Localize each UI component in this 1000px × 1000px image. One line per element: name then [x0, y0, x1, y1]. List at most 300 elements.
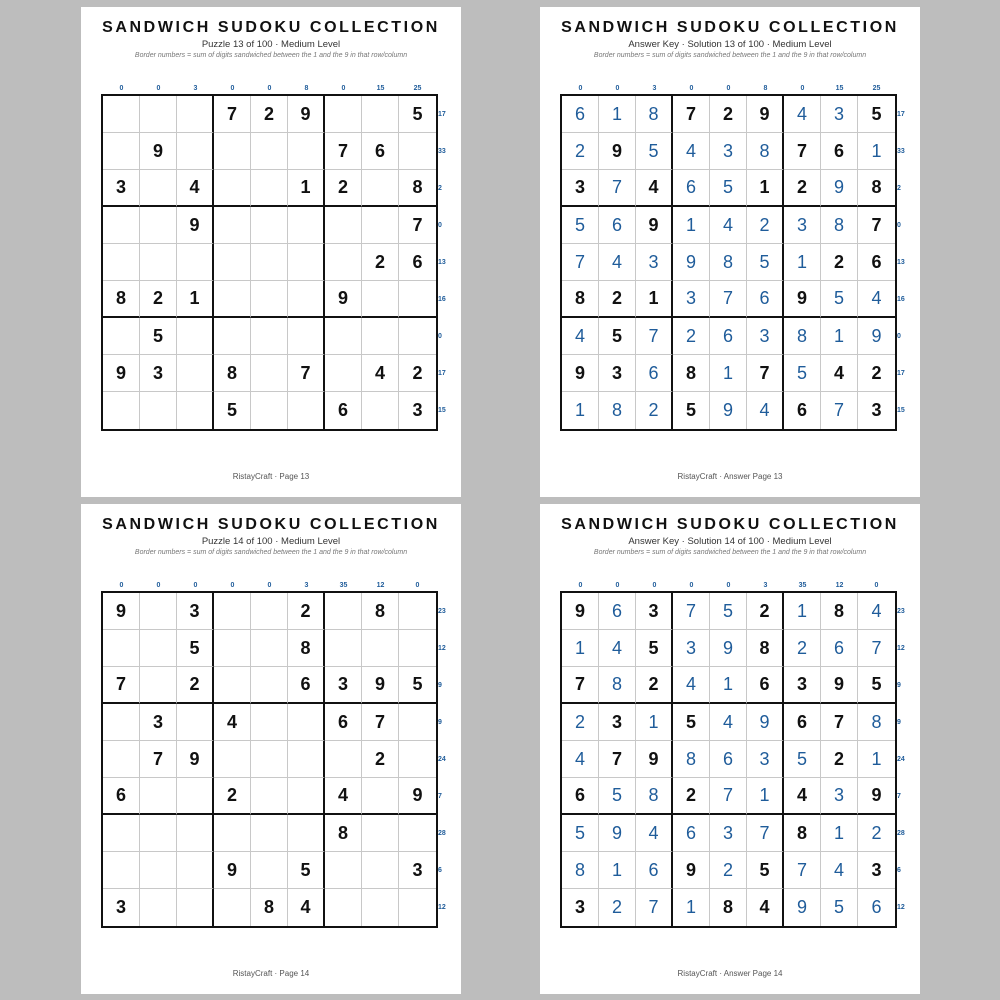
- sudoku-cell: [858, 667, 895, 704]
- sudoku-cell: [747, 133, 784, 170]
- sudoku-cell: [636, 852, 673, 889]
- column-clues: [103, 582, 436, 592]
- column-clue: 35: [339, 582, 348, 589]
- sudoku-cell: [214, 852, 251, 889]
- sudoku-cell: [636, 318, 673, 355]
- solution-digit: 2: [871, 822, 882, 843]
- sudoku-cell: [784, 318, 821, 355]
- sudoku-cell: [399, 778, 436, 815]
- sudoku-cell: [325, 244, 362, 281]
- given-digit: 2: [189, 674, 200, 694]
- page-subtitle: Answer Key · Solution 14 of 100 · Medium Level: [628, 536, 832, 547]
- row-clue: 15: [438, 407, 446, 414]
- sudoku-cell: [747, 778, 784, 815]
- sudoku-cell: [710, 133, 747, 170]
- row-clue: 9: [438, 682, 442, 689]
- solution-digit: 9: [722, 400, 733, 420]
- sudoku-cell: [562, 170, 599, 207]
- solution-digit: 3: [722, 140, 733, 161]
- given-digit: 8: [115, 288, 126, 308]
- sudoku-cell: [821, 815, 858, 852]
- row-clue: 12: [897, 645, 905, 652]
- sudoku-cell: [858, 778, 895, 815]
- row-clue: 9: [438, 719, 442, 726]
- column-clue: 3: [304, 582, 309, 589]
- sudoku-cell: [784, 207, 821, 244]
- column-clue: 0: [615, 582, 620, 589]
- solution-digit: 1: [685, 897, 696, 917]
- given-digit: 8: [685, 362, 696, 383]
- sudoku-cell: [288, 889, 325, 926]
- sudoku-cell: [325, 593, 362, 630]
- given-digit: 9: [648, 214, 659, 235]
- sudoku-cell: [362, 96, 399, 133]
- row-clue: 23: [438, 608, 446, 615]
- sudoku-cell: [673, 889, 710, 926]
- solution-digit: 7: [796, 859, 807, 880]
- sudoku-cell: [710, 704, 747, 741]
- solution-digit: 2: [611, 897, 622, 917]
- sudoku-cell: [140, 318, 177, 355]
- sudoku-cell: [821, 355, 858, 392]
- page-subtitle: Puzzle 13 of 100 · Medium Level: [201, 39, 341, 50]
- sudoku-cell: [636, 244, 673, 281]
- solution-digit: 6: [685, 177, 696, 197]
- sudoku-cell: [103, 741, 140, 778]
- sudoku-cell: [288, 244, 325, 281]
- solution-digit: 5: [796, 362, 807, 383]
- sudoku-cell: [103, 778, 140, 815]
- sudoku-cell: [251, 630, 288, 667]
- sudoku-cell: [747, 630, 784, 667]
- sudoku-cell: [214, 355, 251, 392]
- sudoku-cell: [362, 133, 399, 170]
- sudoku-cell: [362, 778, 399, 815]
- given-digit: 3: [115, 897, 126, 917]
- rules-note: Border numbers = sum of digits sandwiched between the 1 and the 9 in that row/column: [134, 52, 408, 59]
- sudoku-cell: [747, 392, 784, 429]
- given-digit: 9: [574, 600, 585, 621]
- sudoku-cell: [288, 704, 325, 741]
- column-clue: 0: [689, 85, 694, 92]
- sudoku-cell: [103, 392, 140, 429]
- given-digit: 3: [189, 600, 200, 621]
- sudoku-cell: [562, 667, 599, 704]
- sudoku-cell: [362, 741, 399, 778]
- given-digit: 7: [759, 362, 770, 383]
- sudoku-cell: [103, 593, 140, 630]
- solution-digit: 5: [574, 214, 585, 235]
- solution-digit: 5: [648, 140, 659, 161]
- given-digit: 1: [300, 177, 311, 197]
- given-digit: 7: [412, 214, 423, 235]
- given-digit: 9: [337, 288, 348, 308]
- solution-digit: 8: [871, 711, 882, 732]
- sudoku-cell: [325, 630, 362, 667]
- sudoku-cell: [636, 133, 673, 170]
- sudoku-cell: [599, 170, 636, 207]
- given-digit: 7: [152, 748, 163, 769]
- sudoku-cell: [140, 133, 177, 170]
- sudoku-cell: [103, 133, 140, 170]
- row-clue: 28: [897, 830, 905, 837]
- solution-digit: 7: [685, 600, 696, 621]
- given-digit: 8: [871, 177, 882, 197]
- sudoku-cell: [599, 133, 636, 170]
- sudoku-cell: [710, 852, 747, 889]
- sudoku-cell: [325, 170, 362, 207]
- given-digit: 3: [115, 177, 126, 197]
- given-digit: 2: [833, 748, 844, 769]
- sudoku-cell: [747, 244, 784, 281]
- sudoku-cell: [673, 96, 710, 133]
- sudoku-cell: [784, 133, 821, 170]
- sudoku-cell: [214, 593, 251, 630]
- sudoku-cell: [288, 741, 325, 778]
- given-digit: 6: [796, 400, 807, 420]
- given-digit: 9: [226, 859, 237, 880]
- given-digit: 3: [574, 177, 585, 197]
- sudoku-cell: [251, 852, 288, 889]
- solution-digit: 6: [722, 325, 733, 346]
- sudoku-cell: [599, 889, 636, 926]
- given-digit: 3: [611, 711, 622, 732]
- row-clue: 12: [438, 645, 446, 652]
- given-digit: 9: [759, 103, 770, 124]
- sudoku-cell: [710, 392, 747, 429]
- sudoku-cell: [140, 852, 177, 889]
- sudoku-cell: [362, 170, 399, 207]
- sudoku-cell: [599, 96, 636, 133]
- solution-digit: 6: [833, 637, 844, 658]
- given-digit: 9: [189, 748, 200, 769]
- solution-digit: 5: [833, 897, 844, 917]
- given-digit: 2: [833, 251, 844, 272]
- sudoku-cell: [325, 281, 362, 318]
- sudoku-cell: [140, 355, 177, 392]
- sudoku-cell: [710, 207, 747, 244]
- column-clue: 3: [763, 582, 768, 589]
- solution-digit: 8: [759, 140, 770, 161]
- given-digit: 6: [871, 251, 882, 272]
- solution-digit: 8: [648, 785, 659, 805]
- column-clue: 0: [267, 582, 272, 589]
- column-clue: 25: [413, 85, 422, 92]
- sudoku-cell: [288, 392, 325, 429]
- sudoku-cell: [562, 281, 599, 318]
- sudoku-cell: [599, 281, 636, 318]
- sudoku-cell: [710, 281, 747, 318]
- given-digit: 9: [152, 140, 163, 161]
- solution-digit: 3: [759, 325, 770, 346]
- given-digit: 3: [871, 859, 882, 880]
- column-clue: 0: [652, 582, 657, 589]
- sudoku-cell: [784, 778, 821, 815]
- sudoku-cell: [325, 889, 362, 926]
- sudoku-cell: [325, 852, 362, 889]
- solution-digit: 2: [648, 400, 659, 420]
- sudoku-cell: [325, 704, 362, 741]
- given-digit: 9: [374, 674, 385, 694]
- given-digit: 7: [337, 140, 348, 161]
- page-footer: RistayCraft · Page 13: [232, 472, 310, 481]
- sudoku-cell: [214, 889, 251, 926]
- page-title: SANDWICH SUDOKU COLLECTION: [102, 516, 440, 533]
- solution-digit: 9: [833, 177, 844, 197]
- sudoku-cell: [325, 133, 362, 170]
- solution-digit: 6: [685, 822, 696, 843]
- sudoku-cell: [858, 704, 895, 741]
- sudoku-cell: [214, 741, 251, 778]
- solution-digit: 2: [796, 637, 807, 658]
- given-digit: 3: [648, 600, 659, 621]
- solution-digit: 3: [833, 785, 844, 805]
- sudoku-cell: [288, 667, 325, 704]
- given-digit: 1: [759, 177, 770, 197]
- row-clue: 9: [897, 682, 901, 689]
- solution-digit: 8: [574, 859, 585, 880]
- given-digit: 6: [374, 140, 385, 161]
- sudoku-cell: [140, 170, 177, 207]
- sudoku-cell: [710, 170, 747, 207]
- solution-digit: 3: [833, 103, 844, 124]
- sudoku-cell: [214, 630, 251, 667]
- sudoku-cell: [636, 96, 673, 133]
- sudoku-cell: [673, 852, 710, 889]
- solution-digit: 4: [722, 214, 733, 235]
- sudoku-cell: [214, 392, 251, 429]
- solution-digit: 4: [611, 637, 622, 658]
- sudoku-cell: [140, 889, 177, 926]
- row-clue: 13: [438, 259, 446, 266]
- sudoku-cell: [636, 207, 673, 244]
- given-digit: 8: [263, 897, 274, 917]
- sudoku-cell: [103, 318, 140, 355]
- solution-digit: 5: [574, 822, 585, 843]
- sudoku-cell: [821, 889, 858, 926]
- sudoku-cell: [599, 667, 636, 704]
- solution-digit: 2: [574, 140, 585, 161]
- given-digit: 2: [685, 785, 696, 805]
- given-digit: 6: [337, 711, 348, 732]
- column-clue: 15: [835, 85, 844, 92]
- given-digit: 8: [759, 637, 770, 658]
- page-title: SANDWICH SUDOKU COLLECTION: [561, 516, 899, 533]
- sudoku-cell: [177, 815, 214, 852]
- given-digit: 3: [152, 362, 163, 383]
- row-clue: 9: [897, 719, 901, 726]
- sudoku-cell: [747, 815, 784, 852]
- row-clues: [438, 593, 456, 926]
- sudoku-cell: [747, 96, 784, 133]
- given-digit: 4: [759, 897, 770, 917]
- given-digit: 8: [833, 600, 844, 621]
- sudoku-cell: [562, 593, 599, 630]
- sudoku-cell: [562, 133, 599, 170]
- sudoku-cell: [562, 96, 599, 133]
- solution-digit: 1: [833, 325, 844, 346]
- sudoku-cell: [362, 392, 399, 429]
- column-clue: 8: [763, 85, 768, 92]
- sudoku-cell: [858, 355, 895, 392]
- sudoku-cell: [362, 355, 399, 392]
- given-digit: 6: [412, 251, 423, 272]
- sudoku-grid: [103, 593, 436, 926]
- sudoku-cell: [325, 355, 362, 392]
- given-digit: 1: [648, 288, 659, 308]
- sudoku-cell: [177, 392, 214, 429]
- given-digit: 9: [685, 859, 696, 880]
- row-clues: [897, 96, 915, 429]
- row-clue: 33: [438, 148, 446, 155]
- sudoku-cell: [362, 667, 399, 704]
- sudoku-cell: [673, 741, 710, 778]
- sudoku-cell: [747, 667, 784, 704]
- sudoku-cell: [562, 741, 599, 778]
- sudoku-cell: [821, 281, 858, 318]
- page-title: SANDWICH SUDOKU COLLECTION: [102, 19, 440, 36]
- sudoku-cell: [636, 704, 673, 741]
- sudoku-cell: [636, 392, 673, 429]
- sudoku-cell: [636, 815, 673, 852]
- page-subtitle: Answer Key · Solution 13 of 100 · Medium Level: [628, 39, 832, 50]
- sudoku-cell: [599, 593, 636, 630]
- solution-digit: 4: [648, 822, 659, 843]
- sudoku-grid: [562, 96, 895, 429]
- solution-digit: 9: [722, 637, 733, 658]
- sudoku-cell: [858, 318, 895, 355]
- given-digit: 3: [574, 897, 585, 917]
- sudoku-cell: [177, 318, 214, 355]
- given-digit: 2: [722, 103, 733, 124]
- column-clue: 35: [798, 582, 807, 589]
- sudoku-cell: [325, 392, 362, 429]
- column-clue: 8: [304, 85, 309, 92]
- given-digit: 2: [374, 748, 385, 769]
- sudoku-cell: [362, 704, 399, 741]
- given-digit: 3: [611, 362, 622, 383]
- sudoku-cell: [673, 244, 710, 281]
- sudoku-cell: [325, 741, 362, 778]
- row-clue: 16: [438, 296, 446, 303]
- sudoku-cell: [710, 593, 747, 630]
- sudoku-cell: [858, 281, 895, 318]
- given-digit: 2: [611, 288, 622, 308]
- sudoku-cell: [710, 355, 747, 392]
- row-clue: 24: [438, 756, 446, 763]
- solution-digit: 8: [685, 748, 696, 769]
- sudoku-cell: [747, 355, 784, 392]
- sudoku-cell: [784, 741, 821, 778]
- given-digit: 9: [115, 362, 126, 383]
- sudoku-cell: [821, 96, 858, 133]
- column-clue: 0: [119, 582, 124, 589]
- sudoku-cell: [362, 207, 399, 244]
- sudoku-cell: [251, 593, 288, 630]
- sudoku-cell: [140, 244, 177, 281]
- given-digit: 7: [300, 362, 311, 383]
- sudoku-cell: [103, 704, 140, 741]
- sudoku-cell: [784, 392, 821, 429]
- sudoku-cell: [673, 778, 710, 815]
- solution-digit: 1: [871, 140, 882, 161]
- row-clues: [438, 96, 456, 429]
- sudoku-cell: [103, 170, 140, 207]
- given-digit: 3: [871, 400, 882, 420]
- solution-digit: 1: [796, 251, 807, 272]
- given-digit: 8: [300, 637, 311, 658]
- sudoku-cell: [251, 815, 288, 852]
- sudoku-cell: [288, 815, 325, 852]
- given-digit: 7: [115, 674, 126, 694]
- given-digit: 6: [574, 785, 585, 805]
- sudoku-cell: [177, 96, 214, 133]
- column-clue: 0: [230, 85, 235, 92]
- sudoku-cell: [710, 244, 747, 281]
- sudoku-cell: [562, 392, 599, 429]
- solution-digit: 8: [611, 400, 622, 420]
- solution-digit: 8: [611, 674, 622, 694]
- given-digit: 2: [871, 362, 882, 383]
- column-clue: 3: [652, 85, 657, 92]
- row-clue: 33: [897, 148, 905, 155]
- column-clue: 0: [193, 582, 198, 589]
- sudoku-cell: [821, 667, 858, 704]
- given-digit: 9: [611, 140, 622, 161]
- row-clue: 17: [897, 111, 905, 118]
- sudoku-cell: [562, 207, 599, 244]
- sudoku-cell: [288, 593, 325, 630]
- column-clue: 0: [615, 85, 620, 92]
- sudoku-cell: [214, 815, 251, 852]
- sudoku-cell: [599, 244, 636, 281]
- solution-digit: 1: [685, 214, 696, 235]
- sudoku-cell: [562, 889, 599, 926]
- sudoku-cell: [362, 281, 399, 318]
- sudoku-cell: [103, 281, 140, 318]
- sudoku-cell: [362, 593, 399, 630]
- sudoku-cell: [821, 244, 858, 281]
- sudoku-cell: [710, 889, 747, 926]
- solution-digit: 2: [574, 711, 585, 732]
- row-clue: 16: [897, 296, 905, 303]
- sudoku-cell: [673, 667, 710, 704]
- sudoku-cell: [784, 667, 821, 704]
- row-clue: 15: [897, 407, 905, 414]
- column-clue: 3: [193, 85, 198, 92]
- column-clue: 0: [415, 582, 420, 589]
- row-clue: 6: [438, 867, 442, 874]
- sudoku-cell: [858, 889, 895, 926]
- given-digit: 5: [412, 103, 423, 124]
- row-clue: 28: [438, 830, 446, 837]
- row-clue: 12: [897, 904, 905, 911]
- sudoku-cell: [673, 815, 710, 852]
- sudoku-cell: [821, 392, 858, 429]
- sudoku-cell: [288, 630, 325, 667]
- sudoku-cell: [214, 667, 251, 704]
- given-digit: 6: [337, 400, 348, 420]
- solution-digit: 9: [759, 711, 770, 732]
- solution-digit: 4: [871, 600, 882, 621]
- solution-digit: 5: [759, 251, 770, 272]
- given-digit: 5: [759, 859, 770, 880]
- given-digit: 4: [337, 785, 348, 805]
- sudoku-cell: [784, 704, 821, 741]
- column-clue: 0: [578, 85, 583, 92]
- given-digit: 5: [871, 674, 882, 694]
- puzzle-page-14: [81, 504, 461, 994]
